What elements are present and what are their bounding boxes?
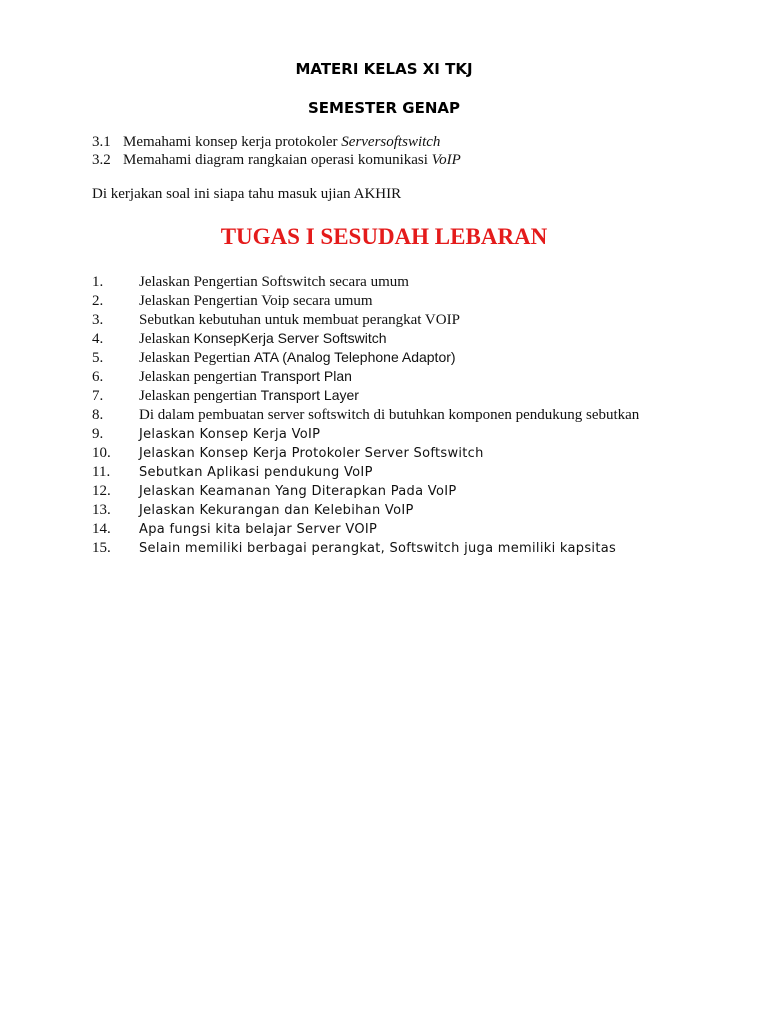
question-item: [92, 386, 732, 405]
question-number: 5.: [92, 350, 104, 366]
question-text: Sebutkan kebutuhan untuk membuat perangkat VOIP: [139, 312, 460, 328]
competency-number: 3.2: [92, 152, 111, 168]
question-item: [92, 443, 732, 462]
question-item: [92, 519, 732, 538]
question-item: [92, 481, 732, 500]
page-title: MATERI KELAS XI TKJ: [295, 60, 473, 78]
question-number: 6.: [92, 369, 104, 385]
competency-text: Memahami konsep kerja protokoler: [123, 134, 342, 150]
question-number: 10.: [92, 445, 111, 461]
question-item: [92, 367, 732, 386]
question-text: Jelaskan Kekurangan dan Kelebihan VoIP: [139, 503, 414, 518]
assignment-title: TUGAS I SESUDAH LEBARAN: [220, 224, 548, 249]
competency-number: 3.1: [92, 134, 111, 150]
competency-term: Serversoftswitch: [341, 134, 441, 150]
competency-text: Memahami diagram rangkaian operasi komunikasi: [123, 152, 432, 168]
question-term: KonsepKerja Server Softswitch: [193, 330, 387, 346]
page-subtitle: SEMESTER GENAP: [308, 99, 460, 117]
question-item: [92, 538, 732, 557]
question-text: Di dalam pembuatan server softswitch di butuhkan komponen pendukung sebutkan: [139, 407, 640, 423]
question-text: Jelaskan Pegertian: [139, 350, 254, 366]
question-item: [92, 405, 732, 424]
question-item: [92, 291, 732, 310]
question-text: Selain memiliki berbagai perangkat, Softswitch juga memiliki kapsitas: [139, 541, 617, 556]
question-term: Transport Layer: [260, 387, 359, 403]
question-item: [92, 310, 732, 329]
question-text: Jelaskan Pengertian Softswitch secara umum: [139, 274, 409, 290]
question-number: 15.: [92, 540, 111, 556]
question-text: Jelaskan Konsep Kerja VoIP: [139, 427, 321, 442]
question-item: [92, 462, 732, 481]
question-text: Apa fungsi kita belajar Server VOIP: [139, 522, 378, 537]
question-text: Jelaskan: [139, 331, 194, 347]
question-number: 9.: [92, 426, 104, 442]
question-item: [92, 424, 732, 443]
competency-term: VoIP: [431, 152, 461, 168]
question-number: 2.: [92, 293, 104, 309]
question-number: 12.: [92, 483, 111, 499]
competency-item: [92, 134, 440, 151]
question-term: Transport Plan: [260, 368, 352, 384]
question-text: Sebutkan Aplikasi pendukung VoIP: [139, 465, 373, 480]
question-text: Jelaskan Keamanan Yang Diterapkan Pada VoIP: [139, 484, 457, 499]
instruction-note: Di kerjakan soal ini siapa tahu masuk ujian AKHIR: [92, 186, 402, 202]
question-item: [92, 500, 732, 519]
question-number: 4.: [92, 331, 104, 347]
question-term: ATA (Analog Telephone Adaptor): [253, 349, 456, 365]
question-number: 14.: [92, 521, 111, 537]
question-text: Jelaskan pengertian: [139, 369, 261, 385]
question-text: Jelaskan Pengertian Voip secara umum: [139, 293, 373, 309]
question-number: 1.: [92, 274, 104, 290]
question-list: [92, 272, 732, 557]
competency-item: [92, 152, 461, 169]
question-number: 11.: [92, 464, 111, 480]
question-text: Jelaskan Konsep Kerja Protokoler Server Softswitch: [139, 446, 484, 461]
question-item: [92, 329, 732, 348]
question-item: [92, 272, 732, 291]
question-number: 13.: [92, 502, 111, 518]
question-number: 8.: [92, 407, 104, 423]
question-text: Jelaskan pengertian: [139, 388, 261, 404]
question-item: [92, 348, 732, 367]
question-number: 3.: [92, 312, 104, 328]
question-number: 7.: [92, 388, 104, 404]
